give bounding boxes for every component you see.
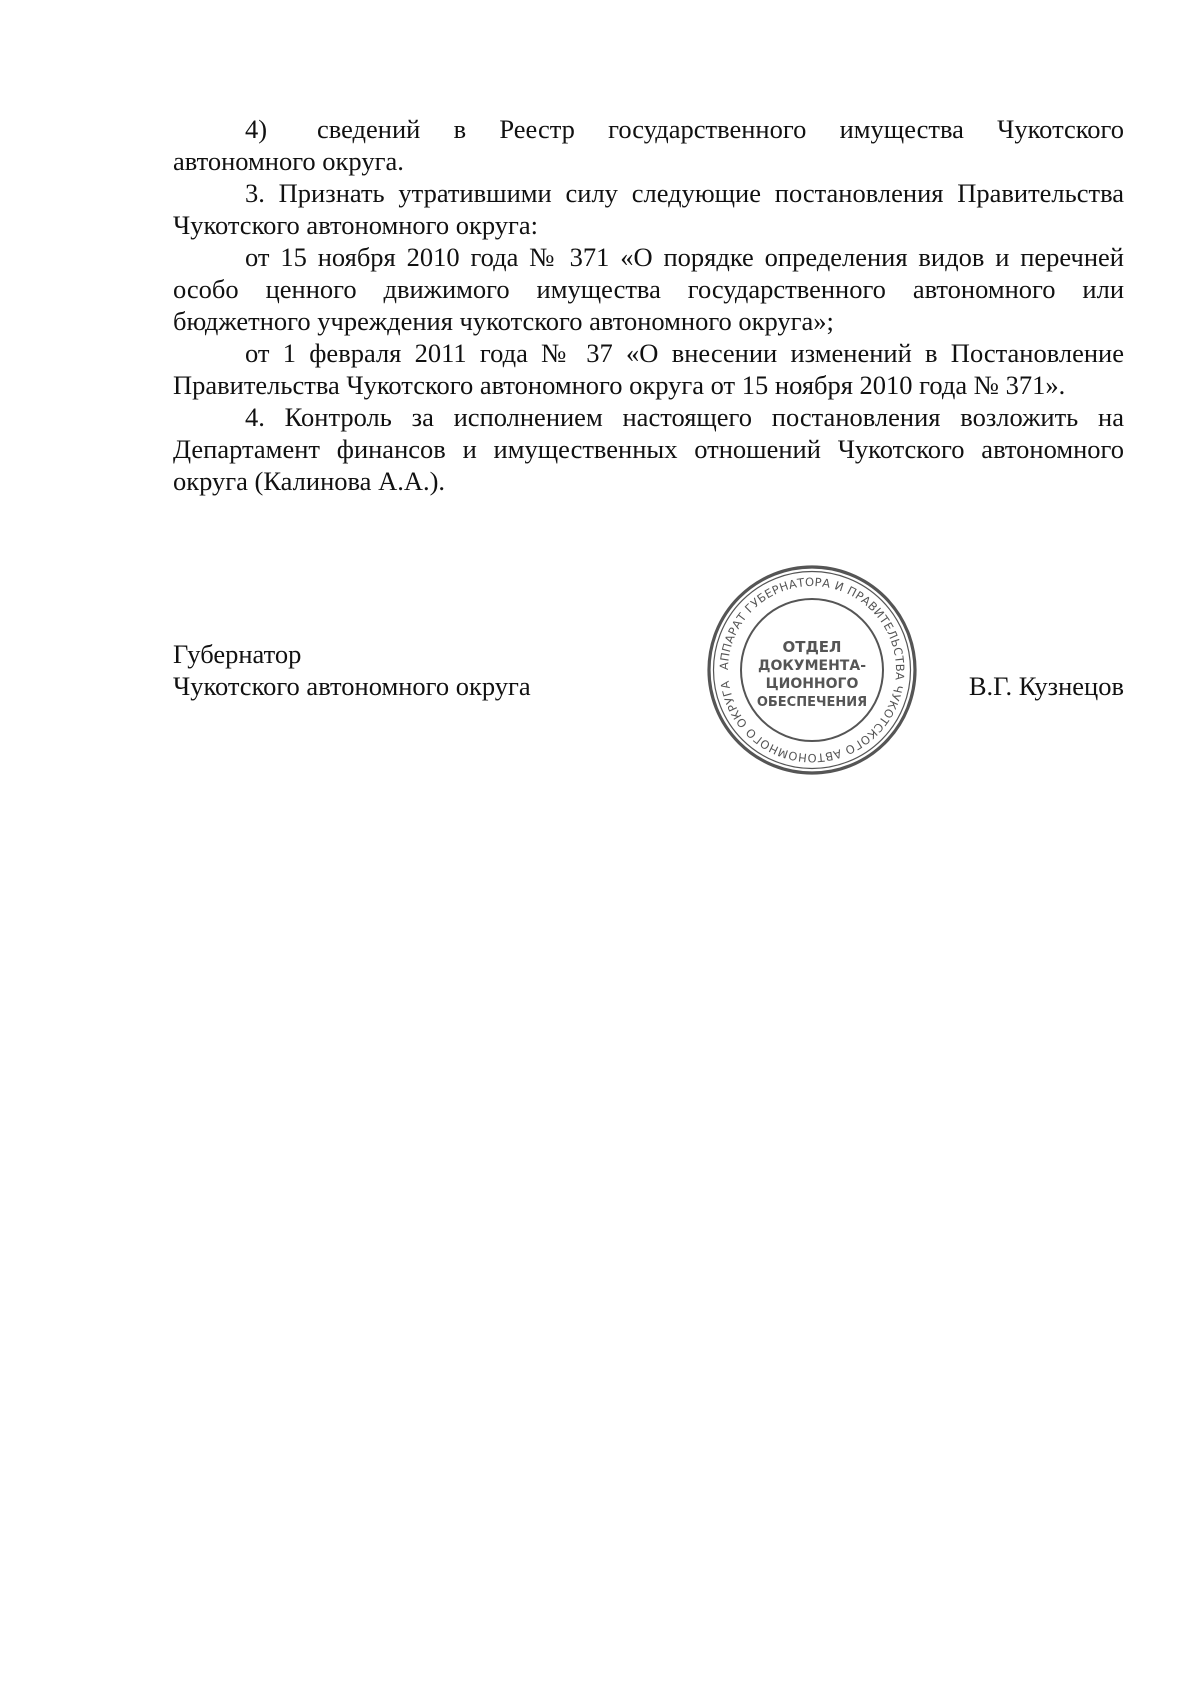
item-4-number: 4) — [245, 114, 268, 144]
item-4-text: сведений в Реестр государственного имущества Чукотского автономного округа. — [173, 114, 1124, 176]
stamp-line-4: ОБЕСПЕЧЕНИЯ — [756, 695, 868, 710]
repealed-act-1: от 15 ноября 2010 года № 371 «О порядке определения видов и перечней особо ценного движимого имущества государственного автономного или бюджетного учреждения чукотского автономного округа»; — [173, 242, 1124, 336]
stamp-line-2: ДОКУМЕНТА- — [757, 658, 867, 674]
signatory-name: В.Г. Кузнецов — [968, 671, 1124, 701]
paragraph-4: 4. Контроль за исполнением настоящего постановления возложить на Департамент финансов и имущественных отношений Чукотского автономного округа (Калинова А.А.). — [173, 402, 1124, 496]
repealed-act-2: от 1 февраля 2011 года № 37 «О внесении изменений в Постановление Правительства Чукотского автономного округа от 15 ноября 2010 года № 371». — [173, 338, 1124, 400]
stamp-line-3: ЦИОННОГО — [765, 676, 859, 692]
signature-block — [173, 638, 1124, 702]
signatory-title-line-1: Губернатор — [173, 639, 302, 669]
signatory-title-line-2: Чукотского автономного округа — [173, 671, 531, 701]
stamp-line-1: ОТДЕЛ — [782, 638, 842, 656]
paragraph-3: 3. Признать утратившими силу следующие постановления Правительства Чукотского автономного округа: — [173, 178, 1124, 240]
stamp-ring-text: АППАРАТ ГУБЕРНАТОРА И ПРАВИТЕЛЬСТВА ЧУКОТСКОГО АВТОНОМНОГО ОКРУГА — [716, 574, 908, 766]
document-body — [173, 113, 1124, 497]
item-4-paragraph — [173, 113, 1124, 177]
